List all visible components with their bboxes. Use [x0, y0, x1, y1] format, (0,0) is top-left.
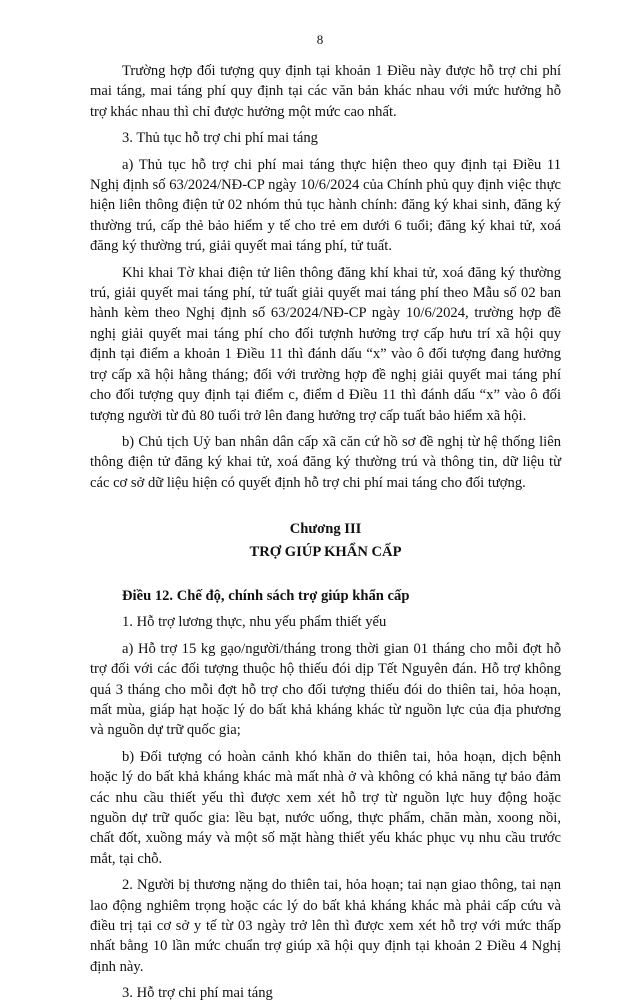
page-content	[90, 61, 561, 1004]
paragraph: b) Đối tượng có hoàn cảnh khó khăn do thiên tai, hỏa hoạn, dịch bệnh hoặc lý do bất khả kháng khác mà mất nhà ở và không có khả năng tự bảo đảm các nhu cầu thiết yếu thì được xem xét hỗ trợ từ nguồn lực huy động hoặc nguồn dự trữ quốc gia: lều bạt, nước uống, thực phẩm, chăn màn, xoong nồi, chất đốt, xuồng máy và một số mặt hàng thiết yếu khác phục vụ nhu cầu trước mắt, tại chỗ.	[90, 748, 561, 867]
paragraph: b) Chủ tịch Uỷ ban nhân dân cấp xã căn cứ hồ sơ đề nghị từ hệ thống liên thông điện tử đăng ký khai tử, xoá đăng ký thường trú và thông tin, dữ liệu từ các cơ sở dữ liệu hiện có quyết định hỗ trợ chi phí mai táng cho đối tượng.	[90, 433, 561, 491]
chapter-number: Chương III	[289, 521, 362, 538]
paragraph: 2. Người bị thương nặng do thiên tai, hỏa hoạn; tai nạn giao thông, tai nạn lao động nghiêm trọng hoặc các lý do bất khả kháng khác mà phải cấp cứu và điều trị tại cơ sở y tế từ 03 ngày trở lên thì được xem xét hỗ trợ với mức thấp nhất bằng 10 lần mức chuẩn trợ giúp xã hội quy định tại khoản 2 Điều 4 Nghị định này.	[90, 877, 561, 975]
paragraph: Trường hợp đối tượng quy định tại khoản 1 Điều này được hỗ trợ chi phí mai táng, mai táng phí quy định tại các văn bản khác nhau với mức hưởng hỗ trợ khác nhau thì chỉ được hưởng một mức cao nhất.	[90, 63, 561, 120]
page-number: 8	[316, 32, 324, 47]
article-title: Điều 12. Chế độ, chính sách trợ giúp khẩn cấp	[122, 587, 410, 604]
chapter-title: TRỢ GIÚP KHẨN CẤP	[249, 543, 402, 560]
paragraph: a) Hỗ trợ 15 kg gạo/người/tháng trong thời gian 01 tháng cho mỗi đợt hỗ trợ đối với các đối tượng thuộc hộ thiếu đói dịp Tết Nguyên đán. Hỗ trợ không quá 3 tháng cho mỗi đợt hỗ trợ cho đối tượng thiếu đói do thiên tai, hỏa hoạn, mất mùa, giáp hạt hoặc lý do bất khả kháng khác từ nguồn lực của địa phương và nguồn dự trữ quốc gia;	[90, 640, 561, 739]
paragraph: Khi khai Tờ khai điện tử liên thông đăng khí khai tử, xoá đăng ký thường trú, giải quyết mai táng phí, tử tuất giải quyết mai táng phí theo Mẫu số 02 ban hành kèm theo Nghị định số 63/2024/NĐ-CP ngày 10/6/2024, trường hợp đề nghị giải quyết mai táng phí cho đối tượnh hưởng trợ cấp hưu trí xã hội quy định tại điểm a khoản 1 Điều 11 thì đánh dấu “x” vào ô đối tượng đang hưởng trợ cấp xã hội hằng tháng; đối với trường hợp đề nghị giải quyết mai táng phí cho đối tượng quy định tại điểm c, điểm d Điều 11 thì đánh dấu “x” vào ô đối tượng người từ đủ 80 tuổi trở lên đang hưởng trợ cấp tuất bảo hiểm xã hội.	[90, 264, 561, 424]
paragraph: a) Thủ tục hỗ trợ chi phí mai táng thực hiện theo quy định tại Điều 11 Nghị định số 63/2024/NĐ-CP ngày 10/6/2024 của Chính phủ quy định việc thực hiện liên thông điện tử 02 nhóm thủ tục hành chính: đăng ký khai sinh, đăng ký thường trú, cấp thẻ bảo hiểm y tế cho trẻ em dưới 6 tuổi; đăng ký khai tử, xoá đăng ký thường trú, giải quyết mai táng phí, tử tuất.	[90, 156, 561, 255]
section-heading: 3. Hỗ trợ chi phí mai táng	[122, 985, 273, 1002]
section-heading: 1. Hỗ trợ lương thực, nhu yếu phẩm thiết yếu	[122, 614, 387, 631]
section-heading: 3. Thủ tục hỗ trợ chi phí mai táng	[122, 130, 318, 147]
